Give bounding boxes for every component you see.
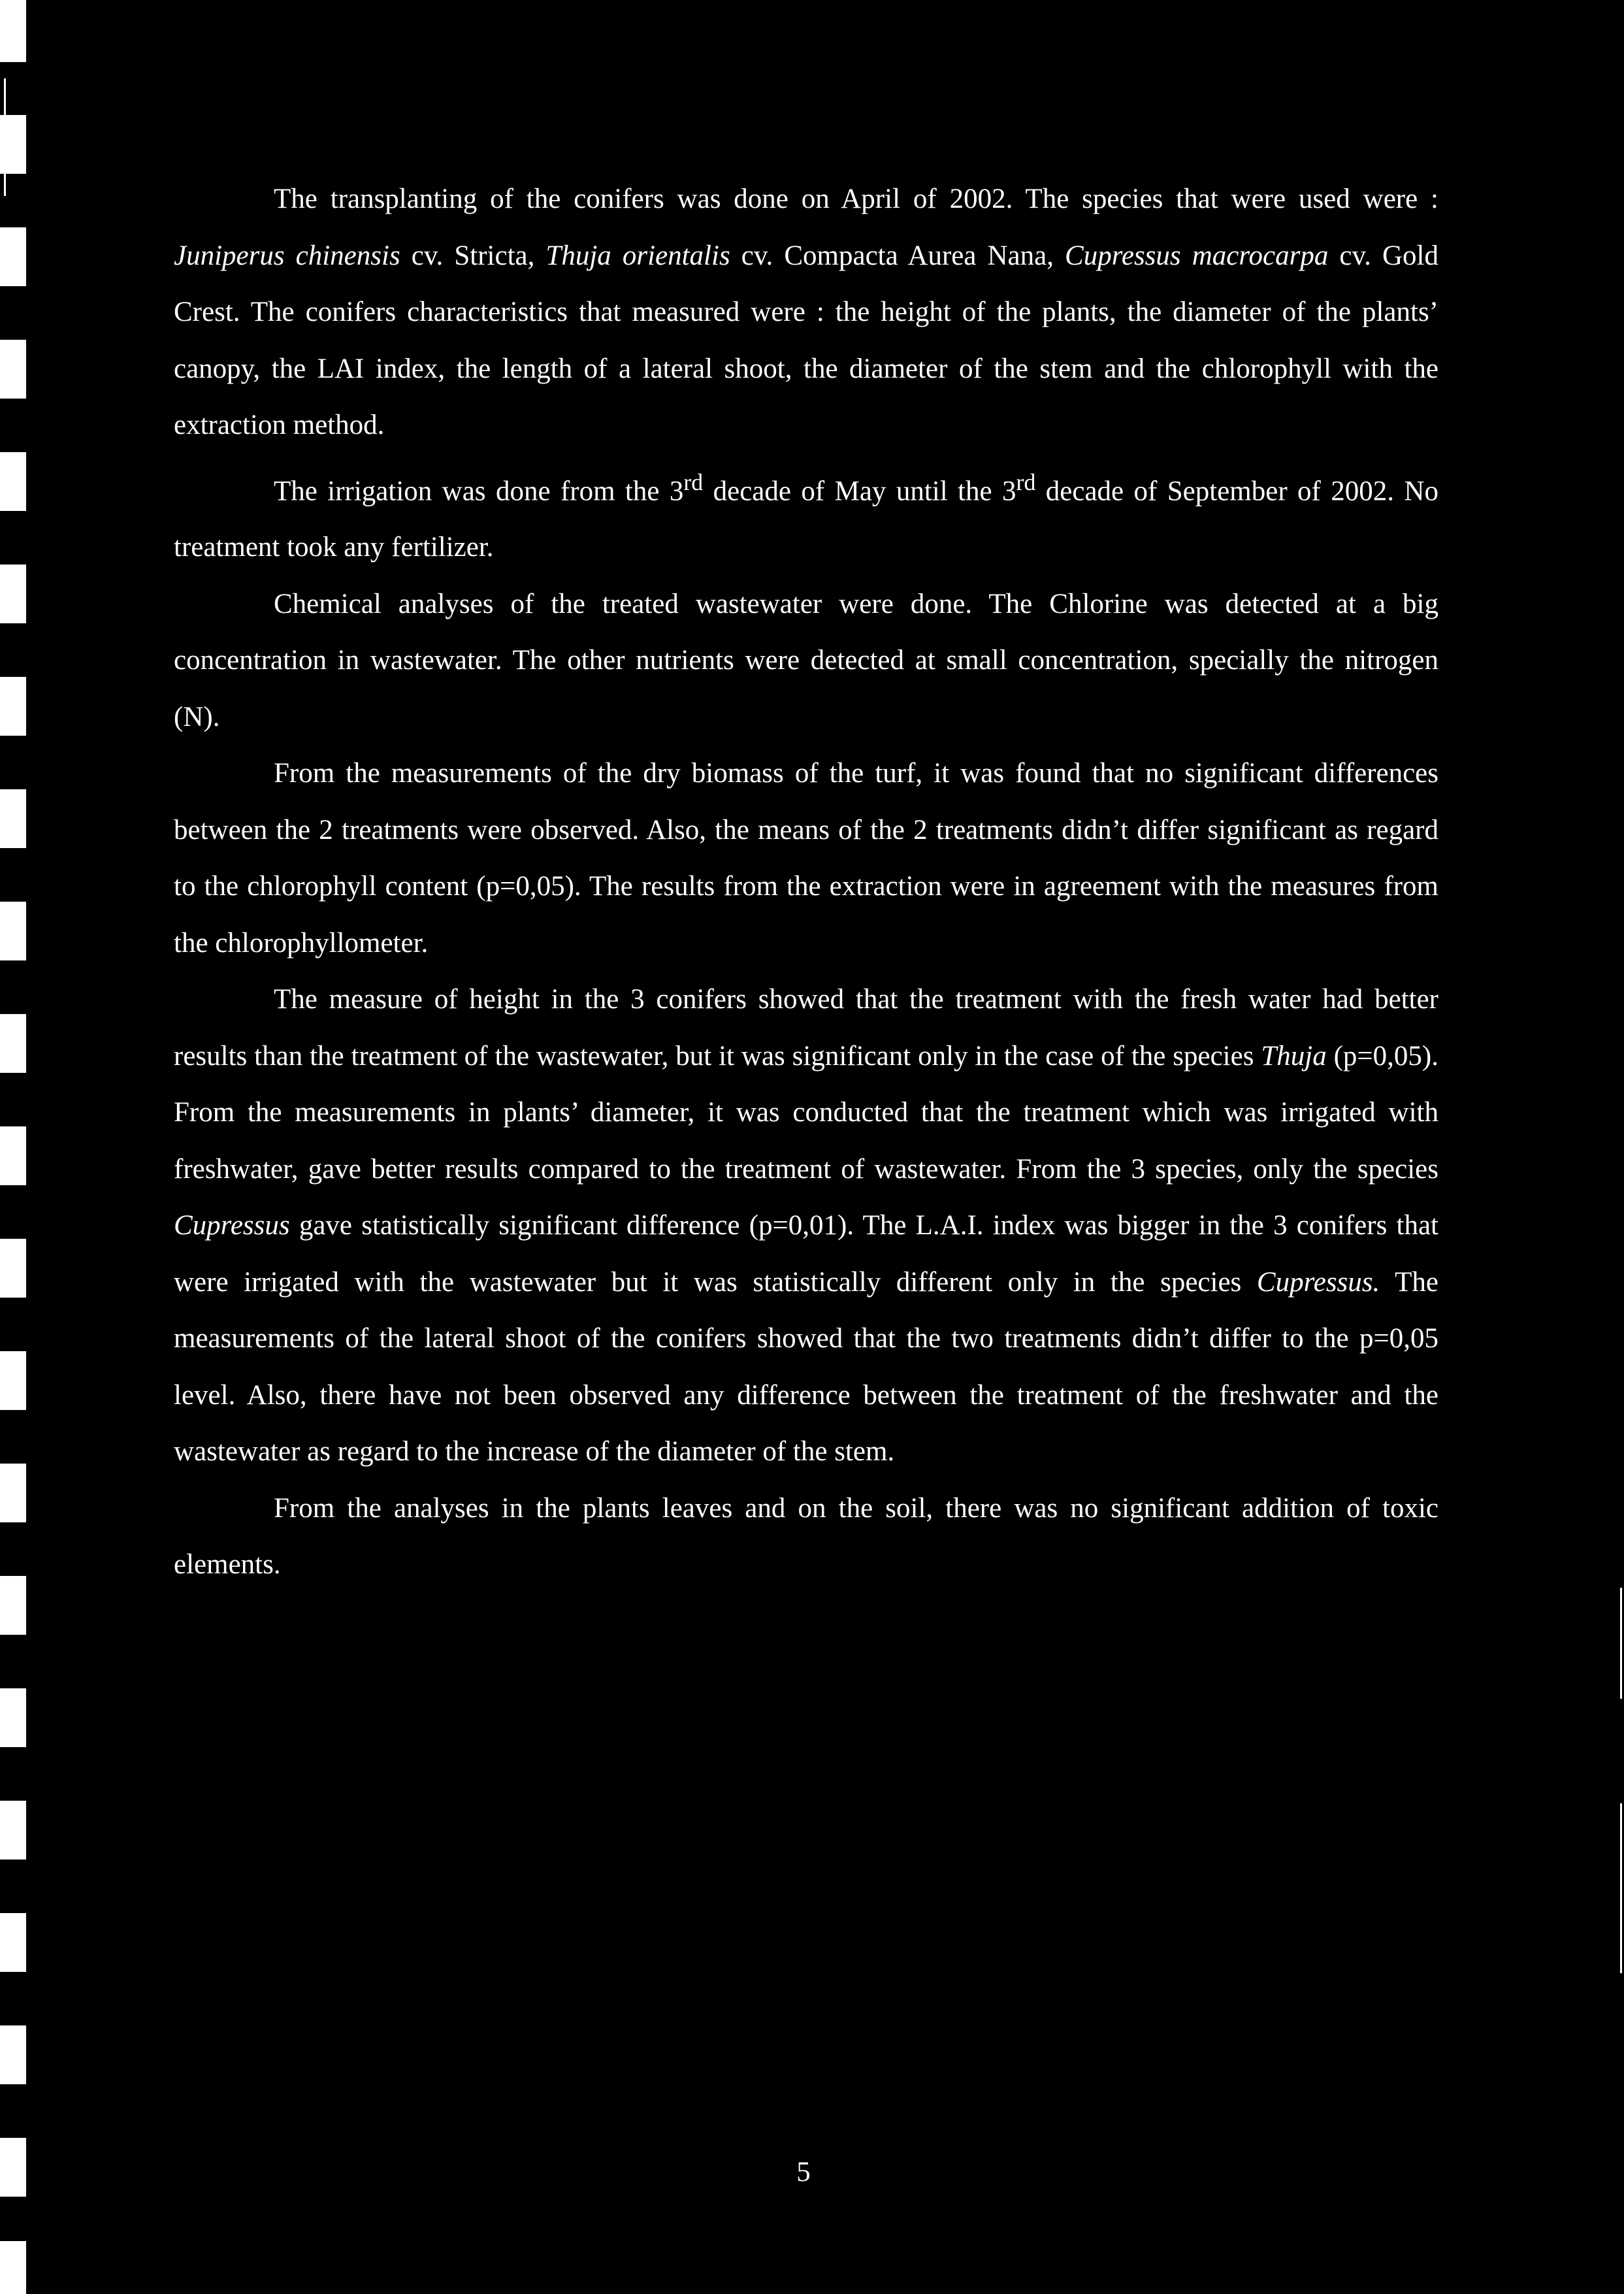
edge-mark (0, 1351, 26, 1410)
edge-mark (0, 2025, 26, 2084)
edge-mark (0, 565, 26, 623)
edge-mark (0, 340, 26, 399)
edge-mark (0, 789, 26, 848)
paragraph (174, 1481, 1438, 1594)
paragraph (174, 454, 1438, 576)
text-run: From the measurements of the dry biomass of the turf, it was found that no significant differences between the 2 treatments were observed. Also, the means of the 2 treatments didn’t differ significant as regard to the chlorophyll content (p=0,05). The results from the extraction were in agreement with the measures from the chlorophyllometer. (174, 758, 1438, 959)
italic-species-name: Thuja (1261, 1040, 1327, 1072)
text-run: The transplanting of the conifers was done on April of 2002. The species that were used were : (274, 184, 1438, 214)
edge-mark (0, 0, 26, 62)
text-run: cv. Gold Crest. The conifers characteristics that measured were : the height of the plants, the diameter of the plants’ canopy, the LAI index, the length of a lateral shoot, the diameter of the stem and the chlorophyll with the extraction method. (174, 240, 1439, 440)
page-number: 5 (796, 2157, 811, 2187)
edge-mark (0, 1688, 26, 1747)
paragraph (174, 972, 1438, 1481)
edge-mark (0, 452, 26, 511)
edge-mark (0, 2138, 26, 2197)
italic-species-name: Cupressus (174, 1210, 290, 1241)
ordinal-suffix: rd (683, 468, 704, 495)
paragraph (174, 576, 1438, 746)
edge-mark (0, 1239, 26, 1298)
italic-species-name: Juniperus chinensis (174, 240, 400, 271)
text-run: decade of May until the 3 (703, 475, 1016, 506)
edge-mark (0, 1014, 26, 1073)
text-run: decade of September of 2002. No treatment took any fertilizer. (174, 475, 1438, 563)
scan-hairline (1620, 1803, 1622, 1973)
edge-mark (0, 1126, 26, 1185)
ordinal-suffix: rd (1016, 468, 1036, 495)
text-run: The irrigation was done from the 3 (274, 475, 684, 506)
italic-species-name: Cupressus macrocarpa (1065, 240, 1329, 271)
text-run: The measure of height in the 3 conifers showed that the treatment with the fresh water had better results than the treatment of the wastewater, but it was significant only in the case of the species (174, 984, 1438, 1072)
italic-species-name: Thuja orientalis (545, 240, 730, 271)
edge-mark (0, 902, 26, 960)
text-run: The measurements of the lateral shoot of the conifers showed that the two treatments didn’t differ to the p=0,05 level. Also, there have not been observed any difference between the treatment of the freshwater and the wastewater as regard to the increase of the diameter of the stem. (174, 1266, 1438, 1467)
text-run: From the analyses in the plants leaves and on the soil, there was no significant addition of toxic elements. (174, 1492, 1438, 1581)
scan-hairline (1620, 1588, 1622, 1660)
text-run: Chemical analyses of the treated wastewater were done. The Chlorine was detected at a big concentration in wastewater. The other nutrients were detected at small concentration, specially the nitrogen (N). (174, 588, 1438, 732)
edge-mark (0, 1464, 26, 1522)
paragraph (174, 746, 1438, 972)
edge-mark (0, 2241, 26, 2294)
scan-hairline (1620, 1660, 1622, 1699)
text-run: gave statistically significant difference (p=0,01). The L.A.I. index was bigger in the 3 conifers that were irrigated with the wastewater but it was statistically different only in the species (174, 1210, 1438, 1298)
edge-mark (0, 1801, 26, 1860)
paragraph (174, 171, 1438, 454)
scan-hairline (4, 78, 6, 196)
edge-mark (0, 227, 26, 286)
italic-species-name: Cupressus. (1256, 1266, 1380, 1298)
scan-edge-marks (0, 0, 52, 2294)
edge-mark (0, 1576, 26, 1635)
body-text (174, 171, 1438, 1594)
text-run: cv. Compacta Aurea Nana, (730, 240, 1065, 271)
text-run: (p=0,05). From the measurements in plants’ diameter, it was conducted that the treatment which was irrigated with freshwater, gave better results compared to the treatment of wastewater. From the 3 species, only the species (174, 1040, 1438, 1185)
edge-mark (0, 677, 26, 736)
edge-mark (0, 1913, 26, 1972)
text-run: cv. Stricta, (400, 240, 546, 271)
